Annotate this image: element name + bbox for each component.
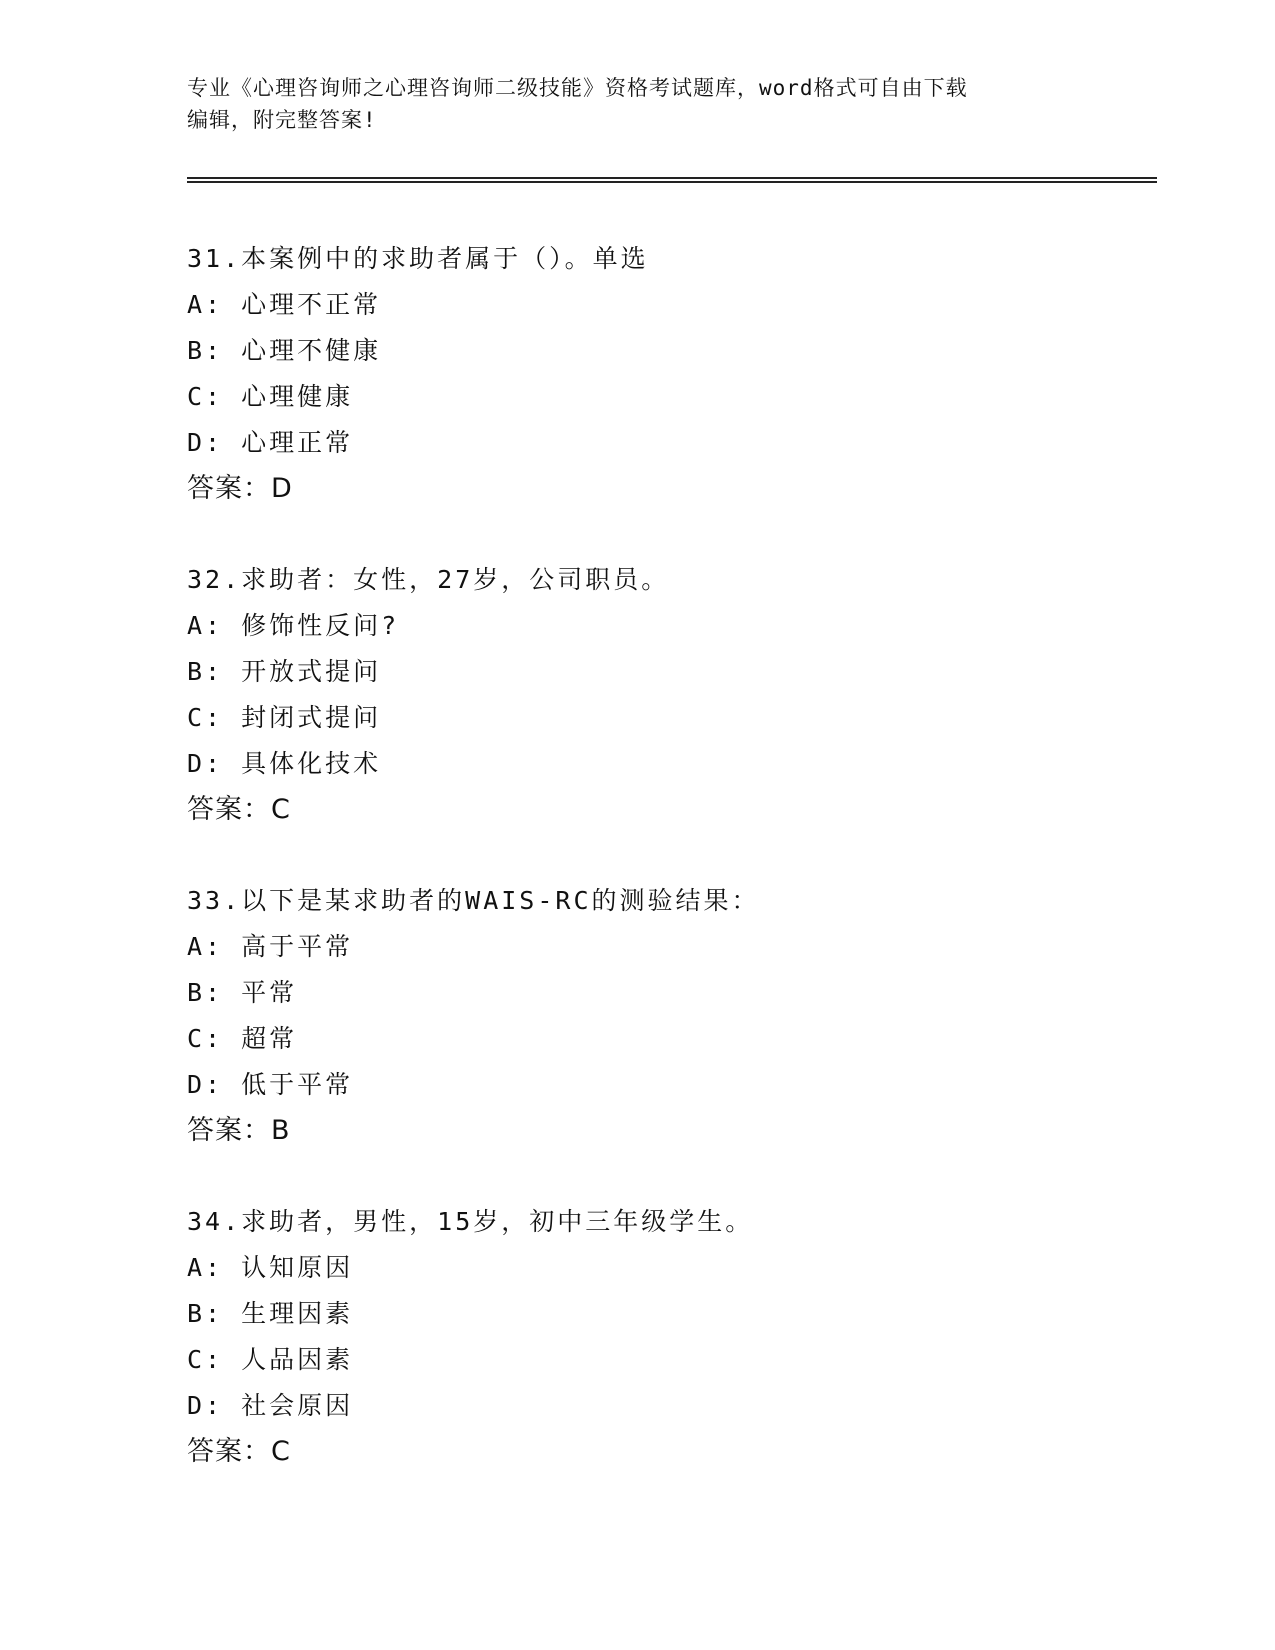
answer-line: 答案：D (187, 473, 293, 504)
option-b: B: 心理不健康 (187, 336, 382, 365)
question-item (187, 557, 1157, 833)
option-a: A: 心理不正常 (187, 290, 382, 319)
option-b: B: 平常 (187, 978, 298, 1007)
question-stem: 31.本案例中的求助者属于（）。单选 (187, 244, 649, 273)
option-d: D: 具体化技术 (187, 749, 382, 778)
option-c: C: 超常 (187, 1024, 298, 1053)
option-a: A: 高于平常 (187, 932, 354, 961)
question-stem: 34.求助者，男性，15岁，初中三年级学生。 (187, 1207, 754, 1236)
answer-line: 答案：B (187, 1115, 291, 1146)
option-c: C: 心理健康 (187, 382, 354, 411)
question-stem: 32.求助者：女性，27岁，公司职员。 (187, 565, 670, 594)
question-item (187, 236, 1157, 512)
question-item (187, 1199, 1157, 1475)
answer-line: 答案：C (187, 794, 291, 825)
document-page (187, 72, 1157, 1520)
question-stem: 33.以下是某求助者的WAIS-RC的测验结果： (187, 886, 760, 915)
header-divider (187, 177, 1157, 183)
option-c: C: 人品因素 (187, 1345, 354, 1374)
question-item (187, 878, 1157, 1154)
option-c: C: 封闭式提问 (187, 703, 382, 732)
option-a: A: 认知原因 (187, 1253, 354, 1282)
answer-line: 答案：C (187, 1436, 291, 1467)
question-list (187, 236, 1157, 1475)
option-b: B: 生理因素 (187, 1299, 354, 1328)
document-header: 专业《心理咨询师之心理咨询师二级技能》资格考试题库，word格式可自由下载 编辑，附完整答案! (187, 76, 968, 132)
option-b: B: 开放式提问 (187, 657, 382, 686)
option-d: D: 低于平常 (187, 1070, 354, 1099)
option-d: D: 社会原因 (187, 1391, 354, 1420)
option-a: A: 修饰性反问? (187, 611, 400, 640)
option-d: D: 心理正常 (187, 428, 354, 457)
